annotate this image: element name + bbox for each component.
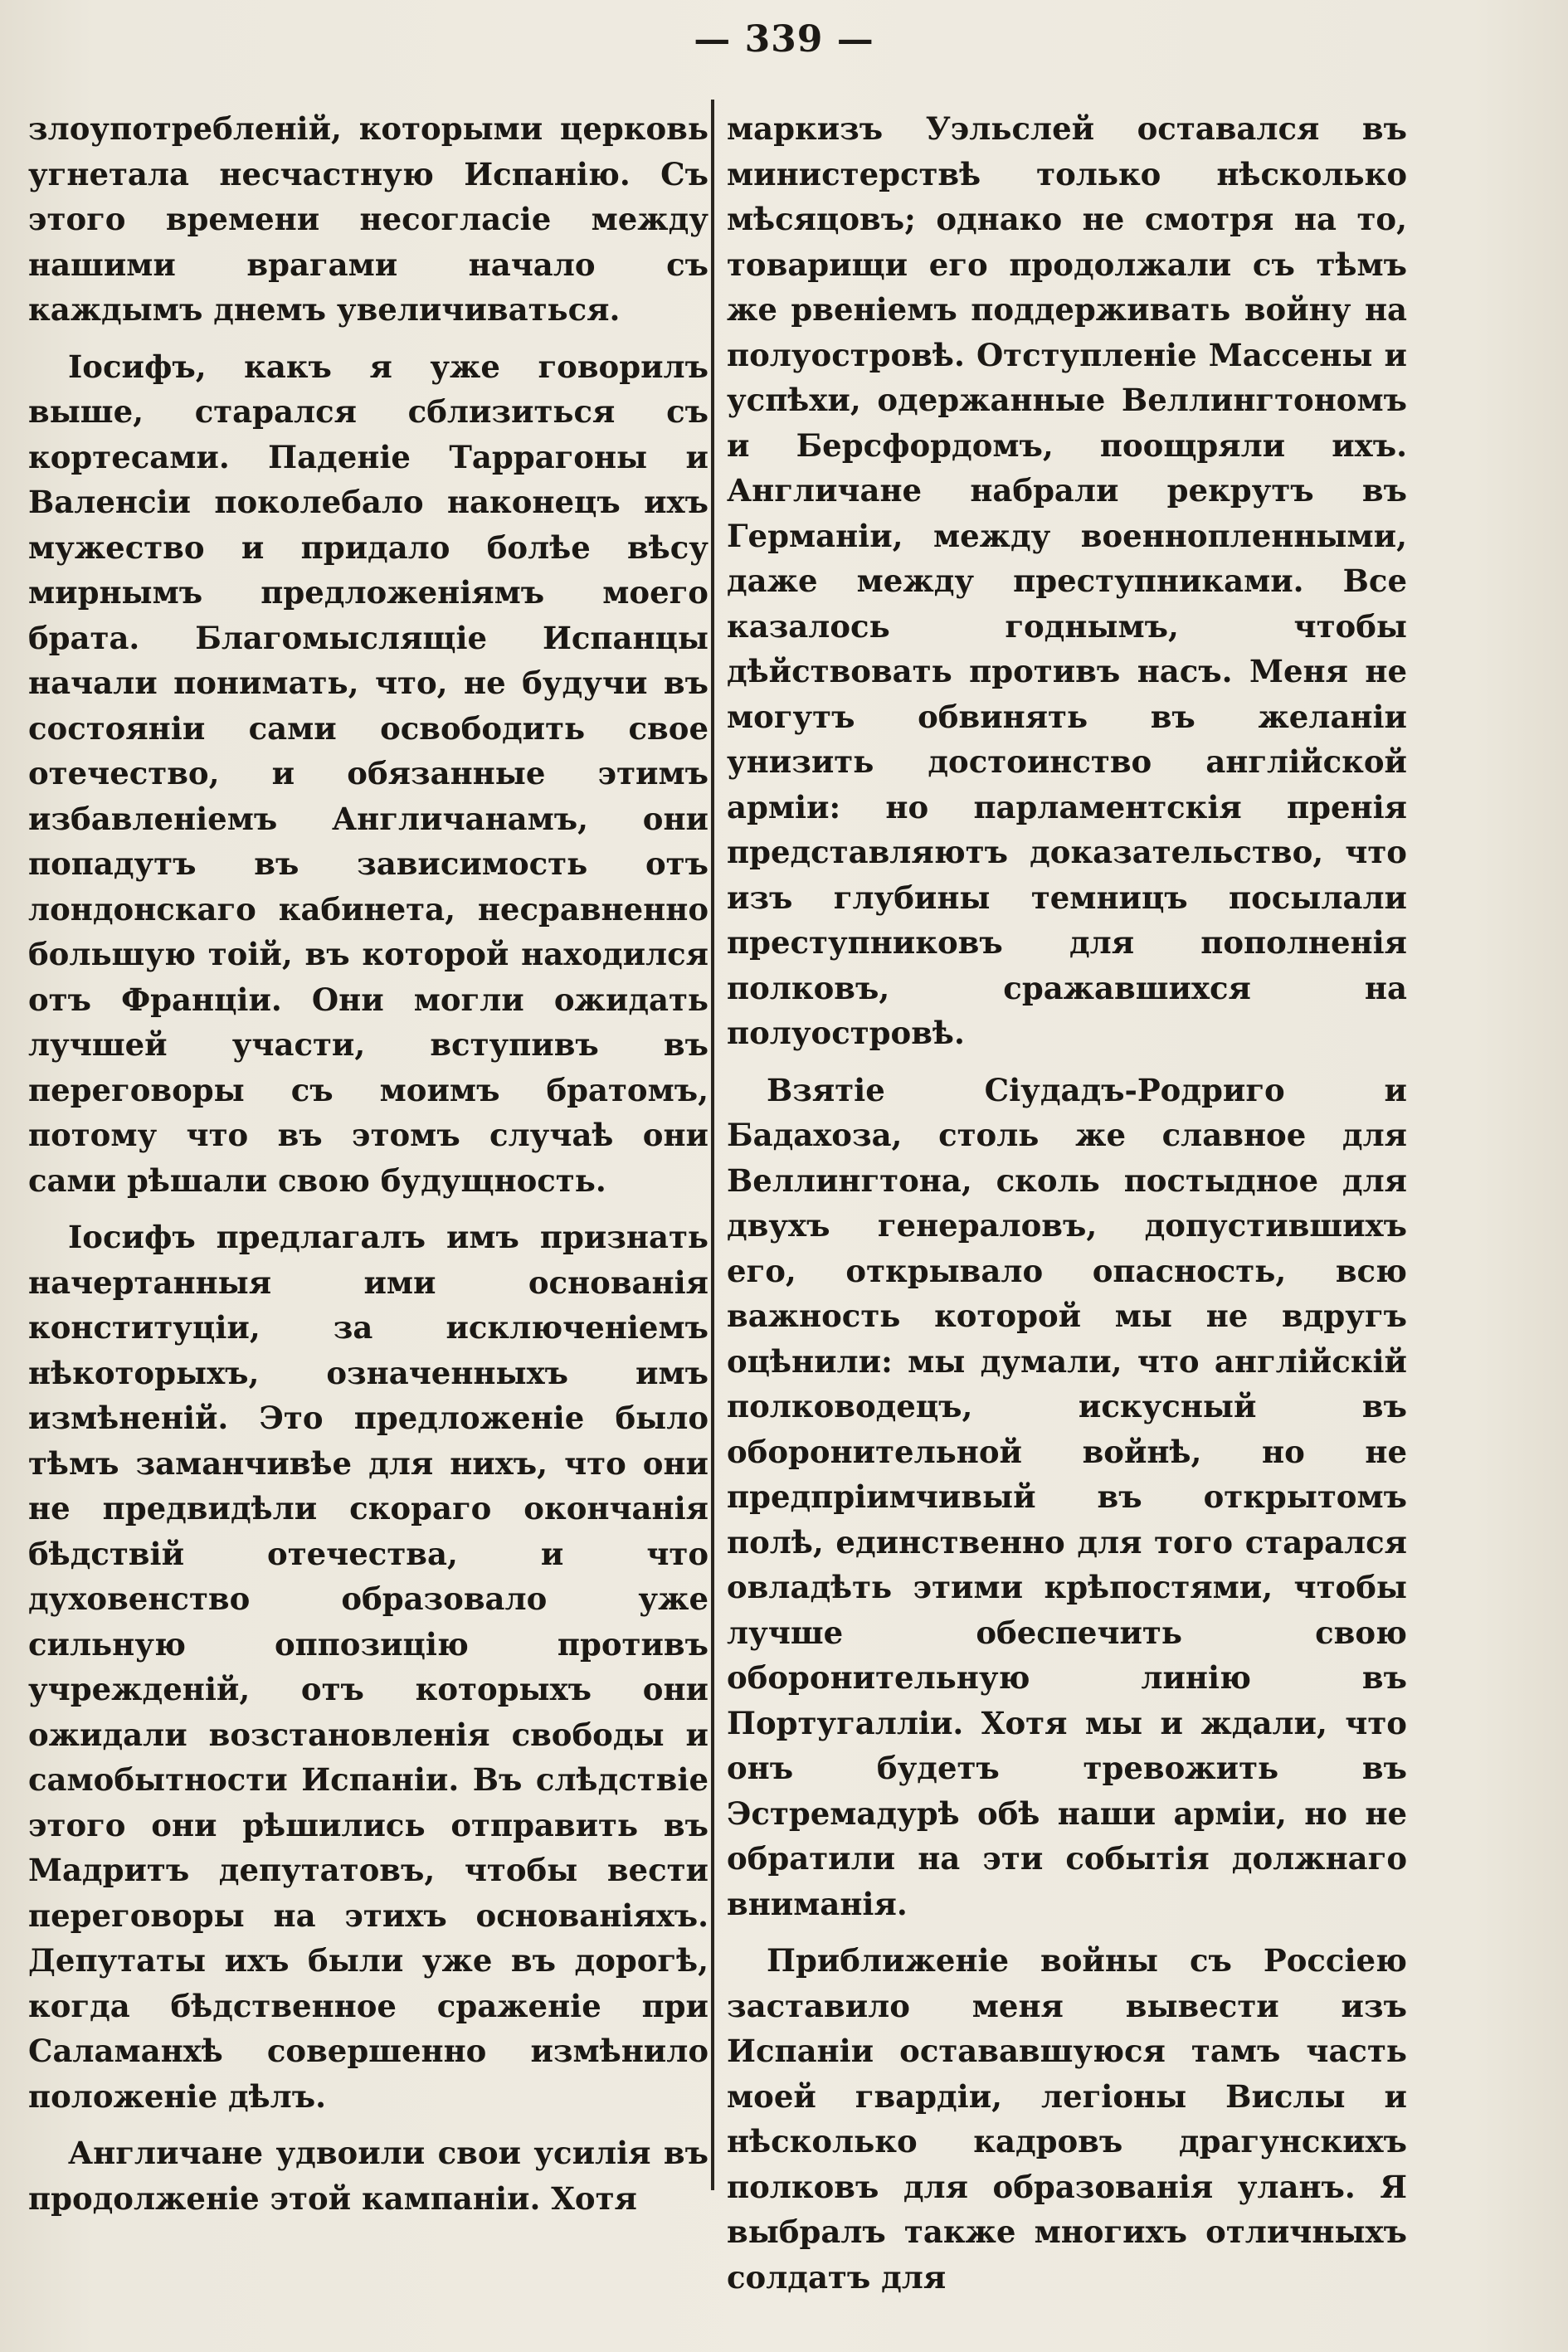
left-column — [28, 106, 709, 2233]
left-paragraph-3: Iосифъ предлагалъ имъ признать начертанныя ими основанiя конституцiи, за исключенiемъ нѣкоторыхъ, означенныхъ имъ измѣненiй. Это предложенiе было тѣмъ заманчивѣе для нихъ, что они не предвидѣли скораго окончанiя бѣдствiй отечества, и что духовенство образовало уже сильную оппозицiю противъ учрежденiй, отъ которыхъ они ожидали возстановленiя свободы и самобытности Испанiи. Въ слѣдствiе этого они рѣшились отправить въ Мадритъ депутатовъ, чтобы вести переговоры на этихъ основанiяхъ. Депутаты ихъ были уже въ дорогѣ, когда бѣдственное сраженiе при Саламанхѣ совершенно измѣнило положенiе дѣлъ. — [28, 1219, 709, 2115]
left-paragraph-4: Англичане удвоили свои усилiя въ продолженiе этой кампанiи. Хотя — [28, 2135, 709, 2217]
left-paragraph-2: Iосифъ, какъ я уже говорилъ выше, старался сблизиться съ кортесами. Паденiе Таррагоны и Валенсiи поколебало наконецъ ихъ мужество и придало болѣе вѣсу мирнымъ предложенiямъ моего брата. Благомыслящiе Испанцы начали понимать, что, не будучи въ состоянiи сами освободить свое отечество, и обязанные этимъ избавленiемъ Англичанамъ, они попадутъ въ зависимость отъ лондонскаго кабинета, несравненно большую тоiй, въ которой находился отъ Францiи. Они могли ожидать лучшей участи, вступивъ въ переговоры съ моимъ братомъ, потому что въ этомъ случаѣ они сами рѣшали свою будущность. — [28, 348, 709, 1199]
left-paragraph-1: злоупотребленiй, которыми церковь угнетала несчастную Испанiю. Съ этого времени несогласiе между нашими врагами начало съ каждымъ днемъ увеличиваться. — [28, 110, 709, 328]
right-paragraph-3: Приближенiе войны съ Россiею заставило меня вывести изъ Испанiи остававшуюся тамъ часть моей гвардiи, легiоны Вислы и нѣсколько кадровъ драгунскихъ полковъ для образованiя уланъ. Я выбралъ также многихъ отличныхъ солдатъ для — [727, 1942, 1407, 2296]
right-column — [727, 106, 1407, 2311]
right-paragraph-2: Взятiе Сiудадъ-Родриго и Бадахоза, столь же славное для Веллингтона, сколь постыдное для двухъ генераловъ, допустившихъ его, открывало опасность, всю важность которой мы не вдругъ оцѣнили: мы думали, что англiйскiй полководецъ, искусный въ оборонительной войнѣ, но не предпрiимчивый въ открытомъ полѣ, единственно для того старался овладѣть этими крѣпостями, чтобы лучше обеспечить свою оборонительную линiю въ Португаллiи. Хотя мы и ждали, что онъ будетъ тревожить въ Эстремадурѣ обѣ наши армiи, но не обратили на эти событiя должнаго вниманiя. — [727, 1071, 1407, 1922]
column-divider — [711, 100, 714, 2190]
right-paragraph-1: маркизъ Уэльслей оставался въ министерствѣ только нѣсколько мѣсяцовъ; однако не смотря на то, товарищи его продолжали съ тѣмъ же рвенiемъ поддерживать войну на полуостровѣ. Отступленiе Массены и успѣхи, одержанные Веллингтономъ и Берсфордомъ, поощряли ихъ. Англичане набрали рекрутъ въ Германiи, между военнопленными, даже между преступниками. Все казалось годнымъ, чтобы дѣйствовать противъ насъ. Меня не могутъ обвинять въ желанiи унизить достоинство англiйской армiи: но парламентскiя пренiя представляютъ доказательство, что изъ глубины темницъ посылали преступниковъ для пополненiя полковъ, сражавшихся на полуостровѣ. — [727, 110, 1407, 1051]
page-number: — 339 — — [694, 18, 874, 61]
